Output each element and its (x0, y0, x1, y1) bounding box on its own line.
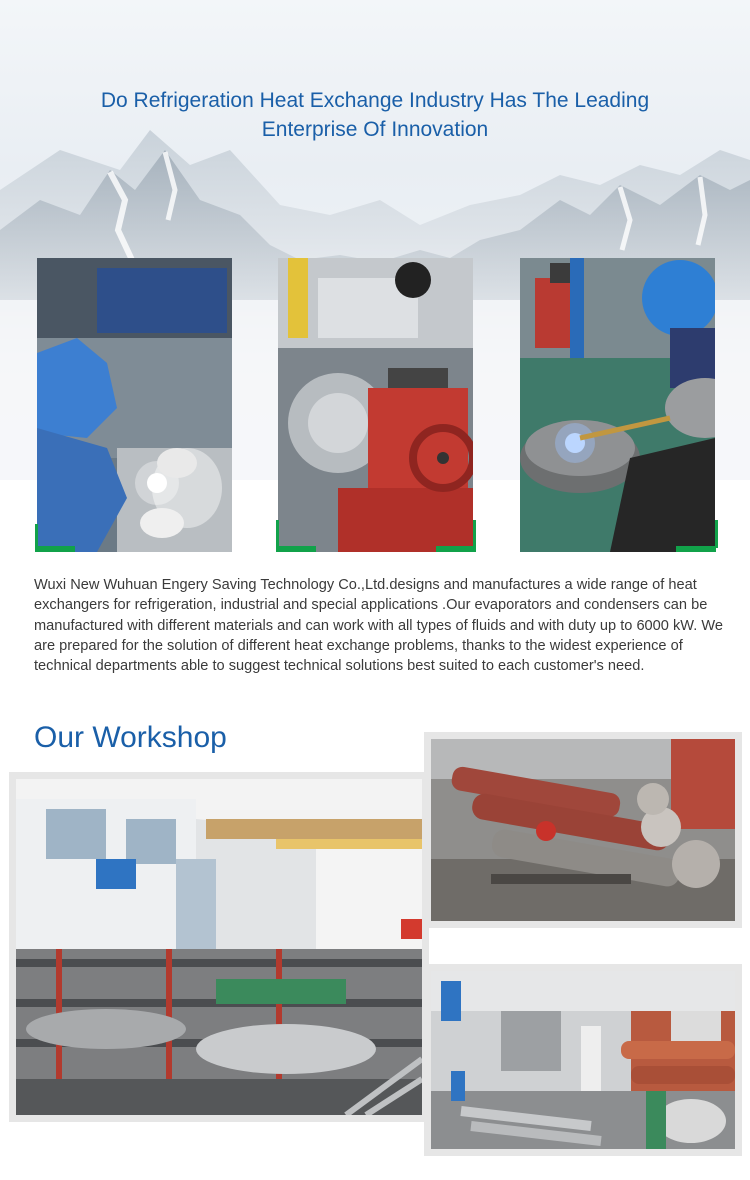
green-corner-accent (436, 546, 476, 552)
green-corner-accent (473, 520, 476, 548)
welding-photo (37, 258, 232, 552)
green-corner-accent (35, 546, 75, 552)
hero-title-line2: Enterprise Of Innovation (261, 118, 489, 141)
green-corner-accent (676, 546, 716, 552)
green-corner-accent (276, 546, 316, 552)
flame-torch-photo (520, 258, 715, 552)
hero-title-line1: Do Refrigeration Heat Exchange Industry Has The Leading (100, 89, 650, 112)
pipe-material-workshop-photo (424, 964, 742, 1156)
warehouse-photo (9, 772, 429, 1122)
workshop-title: Our Workshop (34, 721, 227, 754)
lathe-machining-photo (278, 258, 473, 552)
green-corner-accent (715, 520, 718, 548)
hero-title (0, 86, 750, 144)
company-description: Wuxi New Wuhuan Engery Saving Technology Co.,Ltd.designs and manufactures a wide range of heat exchangers for refrigeration, industrial and special applications .Our evaporators and condensers can be manufactured with different materials and can work with all types of fluids and with duty up to 6000 kW. We are prepared for the solution of different heat exchange problems, thanks to the widest experience of technical departments able to suggest technical solutions best suited to each customer's need. (34, 577, 723, 675)
heat-exchanger-assembly-photo (424, 732, 742, 928)
green-corner-accent (276, 520, 279, 548)
green-corner-accent (35, 524, 38, 552)
